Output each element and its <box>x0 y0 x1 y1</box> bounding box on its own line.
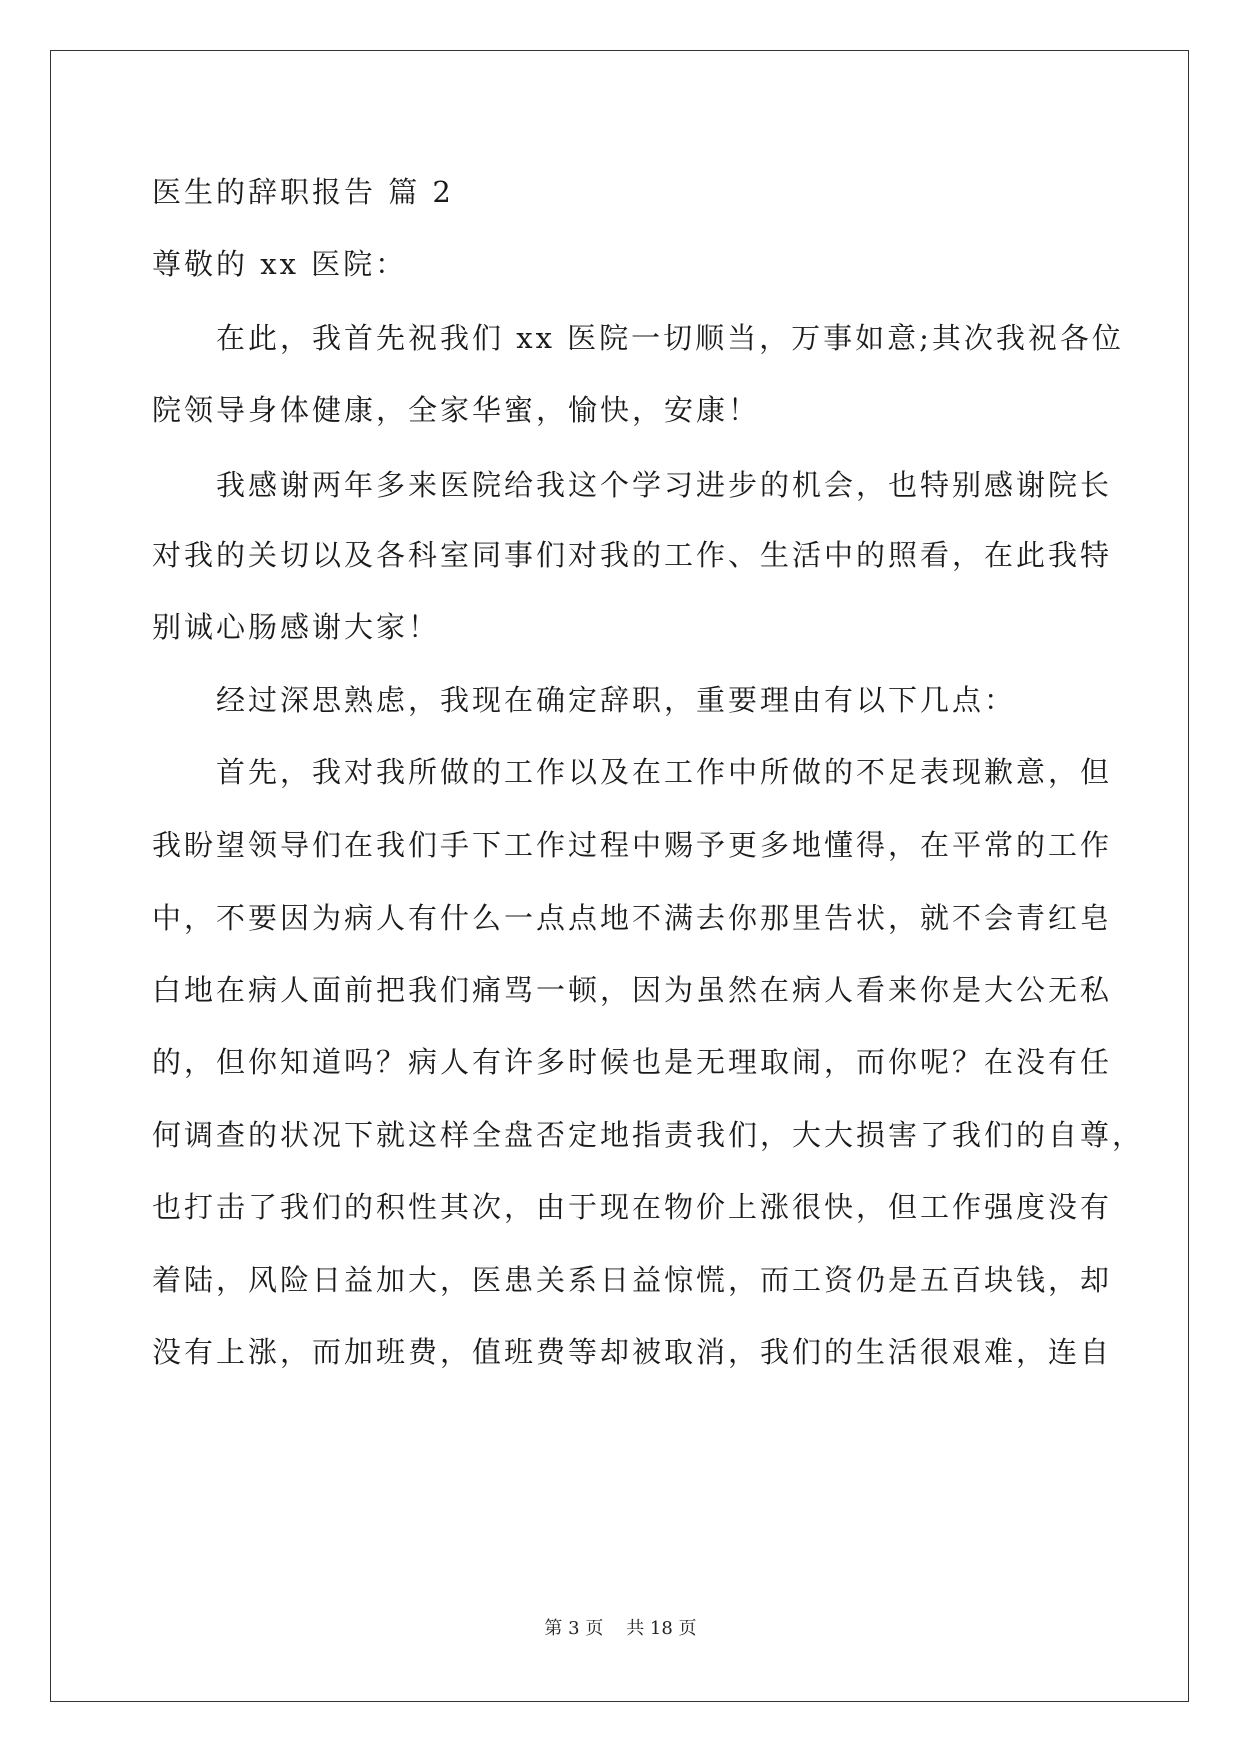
body-line: 何调查的状况下就这样全盘否定地指责我们，大大损害了我们的自尊， <box>152 1118 1145 1152</box>
body-line: 我盼望领导们在我们手下工作过程中赐予更多地懂得，在平常的工作 <box>152 828 1113 862</box>
page-border <box>50 50 1189 1702</box>
body-line: 我感谢两年多来医院给我这个学习进步的机会，也特别感谢院长 <box>216 468 1113 502</box>
body-line: 着陆，风险日益加大，医患关系日益惊慌，而工资仍是五百块钱，却 <box>152 1263 1113 1297</box>
body-line: 对我的关切以及各科室同事们对我的工作、生活中的照看，在此我特 <box>152 538 1113 572</box>
body-line: 首先，我对我所做的工作以及在工作中所做的不足表现歉意，但 <box>216 755 1113 789</box>
body-line: 经过深思熟虑，我现在确定辞职，重要理由有以下几点： <box>216 683 1017 717</box>
body-line: 院领导身体健康，全家华蜜，愉快，安康！ <box>152 393 761 427</box>
body-line: 在此，我首先祝我们 xx 医院一切顺当，万事如意;其次我祝各位 <box>216 321 1124 355</box>
page-footer: 第 3 页 共 18 页 <box>544 1618 697 1639</box>
body-line: 白地在病人面前把我们痛骂一顿，因为虽然在病人看来你是大公无私 <box>152 973 1113 1007</box>
body-line: 也打击了我们的积性其次，由于现在物价上涨很快，但工作强度没有 <box>152 1190 1113 1224</box>
body-line: 没有上涨，而加班费，值班费等却被取消，我们的生活很艰难，连自 <box>152 1335 1113 1369</box>
body-line: 的，但你知道吗？病人有许多时候也是无理取闹，而你呢？在没有任 <box>152 1045 1113 1079</box>
body-line: 中，不要因为病人有什么一点点地不满去你那里告状，就不会青红皂 <box>152 901 1113 935</box>
document-title: 医生的辞职报告 篇 2 <box>152 175 454 209</box>
salutation: 尊敬的 xx 医院： <box>152 247 408 281</box>
body-line: 别诚心肠感谢大家！ <box>152 610 441 644</box>
